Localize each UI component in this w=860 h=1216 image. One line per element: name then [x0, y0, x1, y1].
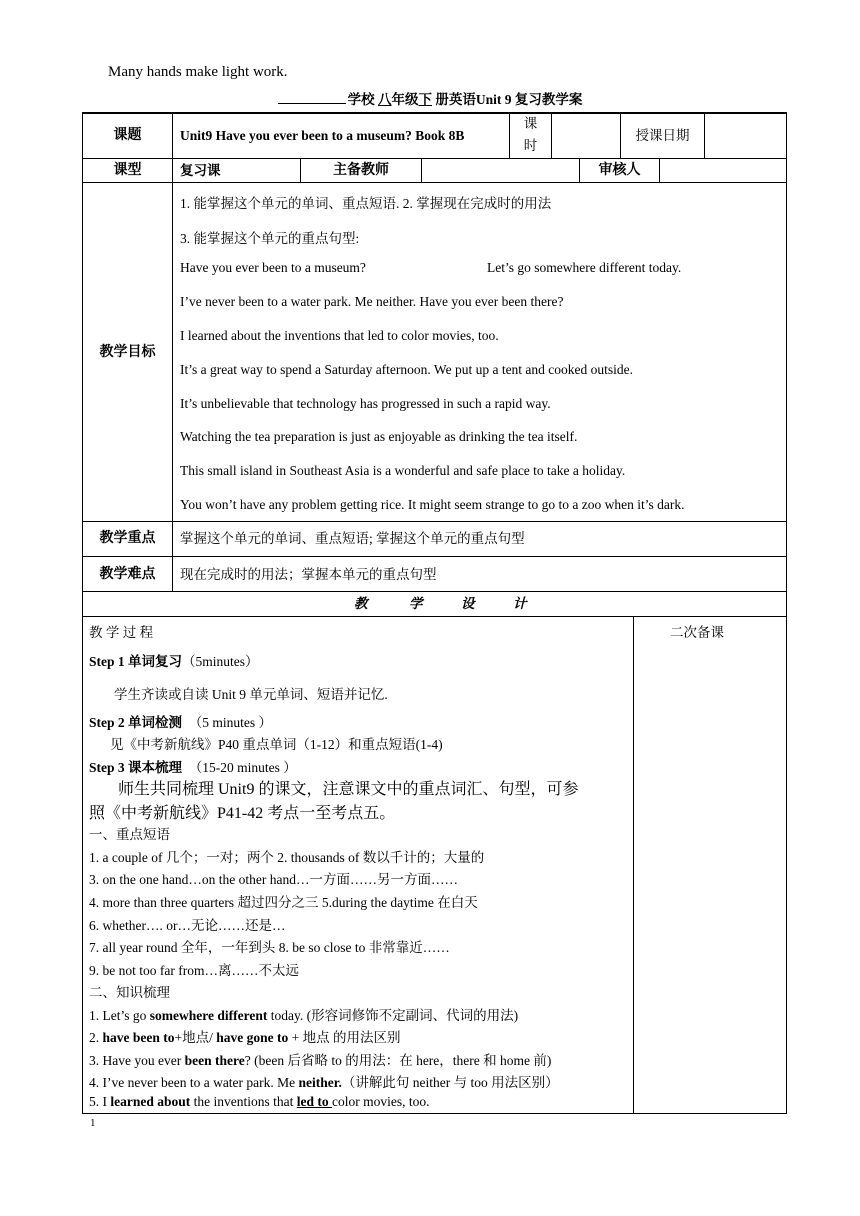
phrase-item: 1. a couple of 几个；一对；两个 2. thousands of 数以千计的；大量的 — [89, 850, 485, 865]
school-name-blank — [278, 91, 346, 104]
design-heading-char: 学 — [409, 596, 423, 611]
knowledge-item: 4. I’ve never been to a water park. Me neither.（讲解此句 neither 与 too 用法区别） — [89, 1075, 559, 1090]
objective-line: I learned about the inventions that led to color movies, too. — [180, 328, 499, 343]
design-heading-char: 设 — [461, 596, 475, 611]
step2-body: 见《中考新航线》P40 重点单词（1-12）和重点短语(1-4) — [110, 737, 443, 752]
grade: 八 — [377, 92, 392, 107]
type-value: 复习课 — [180, 163, 221, 178]
step2-heading: Step 2 单词检测 （5 minutes ） — [89, 715, 273, 730]
document-title: 学校 八年级下 册英语Unit 9 复习教学案 — [0, 88, 860, 108]
step3-body-line: 师生共同梳理 Unit9 的课文，注意课文中的重点词汇、句型，可参 — [118, 781, 579, 798]
objective-line: Have you ever been to a museum? — [180, 260, 366, 275]
period-label: 课 时 — [523, 116, 538, 153]
topic-label: 课题 — [113, 128, 142, 143]
objective-line: It’s unbelievable that technology has progressed in such a rapid way. — [180, 396, 551, 411]
knowledge-item: 3. Have you ever been there? (been 后省略 to 的用法：在 here，there 和 home 前) — [89, 1053, 552, 1068]
objective-line: You won’t have any problem getting rice. It might seem strange to go to a zoo when it’s dark. — [180, 497, 685, 512]
objective-line: I’ve never been to a water park. Me neither. Have you ever been there? — [180, 294, 564, 309]
objective-line: 1. 能掌握这个单元的单词、重点短语. 2. 掌握现在完成时的用法 — [180, 196, 552, 211]
knowledge-item: 1. Let’s go somewhere different today. (形容词修饰不定副词、代词的用法) — [89, 1008, 519, 1023]
objective-line: 3. 能掌握这个单元的重点句型: — [180, 231, 360, 246]
process-heading: 教 学 过 程 — [89, 625, 154, 640]
teacher-label: 主备教师 — [333, 163, 389, 178]
topic-value: Unit9 Have you ever been to a museum? Book 8B — [180, 128, 465, 143]
motto: Many hands make light work. — [108, 64, 288, 80]
key-points-label: 教学重点 — [99, 531, 156, 546]
knowledge-item: 2. have been to+地点/ have gone to + 地点 的用法区别 — [89, 1030, 401, 1045]
difficulties-label: 教学难点 — [99, 567, 156, 582]
design-heading-char: 教 — [354, 596, 368, 611]
phrase-item: 9. be not too far from…离……不太远 — [89, 963, 299, 978]
knowledge-item: 5. I learned about the inventions that led to color movies, too. — [89, 1094, 430, 1109]
knowledge-heading: 二、知识梳理 — [89, 985, 170, 1000]
step3-heading: Step 3 课本梳理 （15-20 minutes ） — [89, 760, 297, 775]
step1-heading: Step 1 单词复习（5minutes） — [89, 654, 259, 669]
design-heading-char: 计 — [513, 596, 527, 611]
objective-line: It’s a great way to spend a Saturday afternoon. We put up a tent and cooked outside. — [180, 362, 634, 377]
objectives-label: 教学目标 — [99, 345, 156, 360]
phrase-item: 3. on the one hand…on the other hand…一方面……另一方面…… — [89, 872, 458, 887]
objective-line: Let’s go somewhere different today. — [487, 260, 682, 275]
objective-line: Watching the tea preparation is just as enjoyable as drinking the tea itself. — [180, 429, 578, 444]
key-points-value: 掌握这个单元的单词、重点短语; 掌握这个单元的重点句型 — [180, 531, 525, 546]
phrases-heading: 一、重点短语 — [89, 827, 170, 842]
difficulties-value: 现在完成时的用法；掌握本单元的重点句型 — [180, 567, 437, 582]
term: 下 — [418, 92, 432, 107]
date-label: 授课日期 — [635, 128, 690, 143]
objective-line: This small island in Southeast Asia is a wonderful and safe place to take a holiday. — [180, 463, 626, 478]
reviewer-label: 审核人 — [598, 163, 641, 178]
secondary-prep-heading: 二次备课 — [670, 625, 724, 640]
phrase-item: 6. whether…. or…无论……还是… — [89, 918, 286, 933]
type-label: 课型 — [113, 163, 142, 178]
date-value — [705, 120, 785, 156]
phrase-item: 4. more than three quarters 超过四分之三 5.during the daytime 在白天 — [89, 895, 478, 910]
step1-body: 学生齐读或自读 Unit 9 单元单词、短语并记忆. — [114, 687, 388, 702]
step3-body-line: 照《中考新航线》P41-42 考点一至考点五。 — [89, 805, 396, 822]
period-value — [552, 120, 620, 156]
page-number: 1 — [90, 1117, 96, 1129]
phrase-item: 7. all year round 全年，一年到头 8. be so close to 非常靠近…… — [89, 940, 450, 955]
